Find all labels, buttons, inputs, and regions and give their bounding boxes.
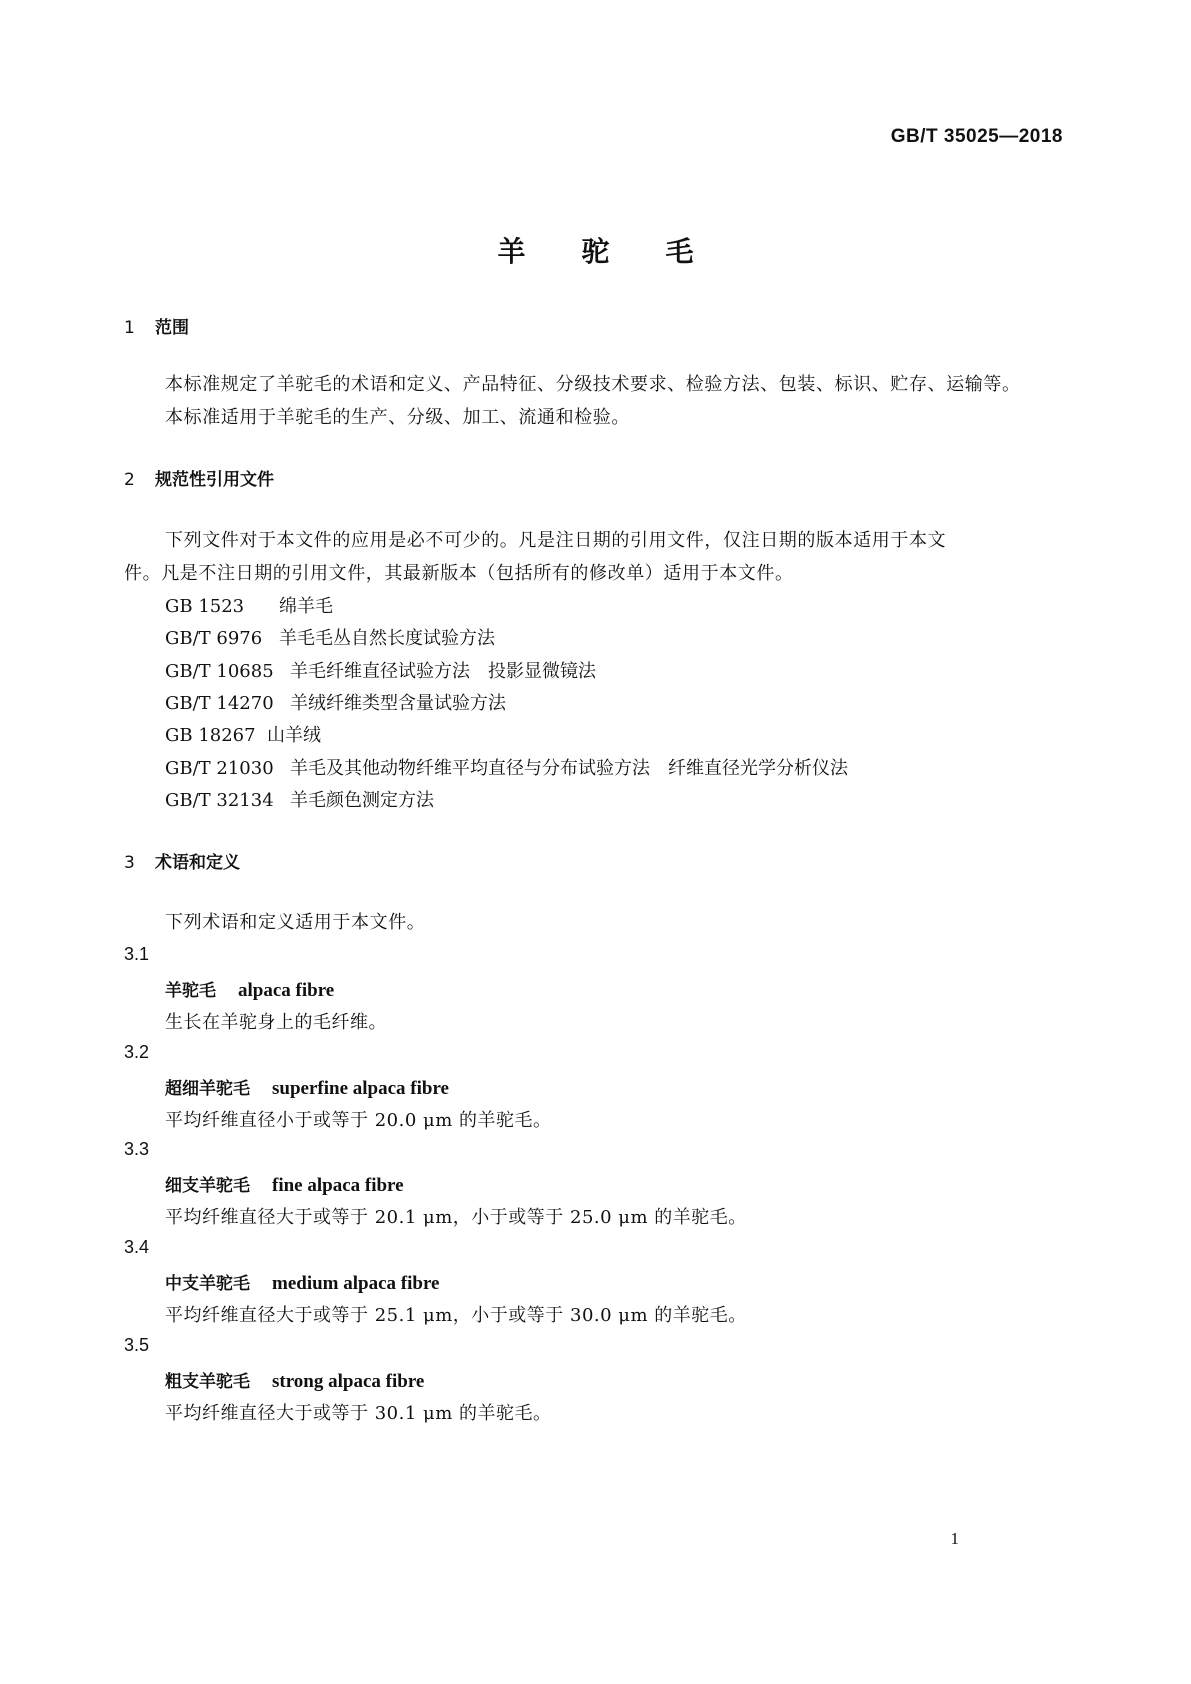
section-heading-terms	[124, 848, 240, 873]
term-en: superfine alpaca fibre	[272, 1078, 449, 1099]
document-title: 羊驼毛	[497, 235, 750, 268]
term-en: medium alpaca fibre	[272, 1273, 440, 1294]
section-title: 规范性引用文件	[155, 470, 274, 490]
reference-item	[165, 689, 506, 715]
reference-title: 羊毛及其他动物纤维平均直径与分布试验方法 纤维直径光学分析仪法	[290, 758, 848, 779]
reference-code: GB/T 6976	[165, 628, 263, 649]
term-definition: 平均纤维直径大于或等于 25.1 μm，小于或等于 30.0 μm 的羊驼毛。	[165, 1305, 747, 1326]
section-number: 3	[124, 853, 135, 873]
term-entry	[165, 1074, 449, 1100]
reference-title: 羊毛颜色测定方法	[290, 790, 434, 811]
section-heading-scope	[124, 313, 189, 338]
reference-code: GB/T 32134	[165, 790, 274, 811]
reference-item	[165, 624, 495, 650]
term-zh: 中支羊驼毛	[165, 1274, 250, 1294]
section-title: 术语和定义	[155, 853, 240, 873]
clause-number: 3.3	[124, 1139, 150, 1159]
reference-title: 羊毛毛丛自然长度试验方法	[279, 628, 495, 649]
term-definition: 平均纤维直径大于或等于 20.1 μm，小于或等于 25.0 μm 的羊驼毛。	[165, 1207, 747, 1228]
reference-code: GB/T 21030	[165, 758, 274, 779]
paragraph: 件。凡是不注日期的引用文件，其最新版本（包括所有的修改单）适用于本文件。	[124, 563, 794, 584]
reference-code: GB/T 10685	[165, 661, 274, 682]
term-en: fine alpaca fibre	[272, 1175, 404, 1196]
reference-item	[165, 721, 321, 747]
reference-item	[165, 754, 848, 780]
term-entry	[165, 1171, 404, 1197]
term-en: alpaca fibre	[238, 980, 335, 1001]
paragraph: 下列文件对于本文件的应用是必不可少的。凡是注日期的引用文件，仅注日期的版本适用于本文	[165, 530, 947, 551]
clause-number: 3.5	[124, 1335, 150, 1355]
page-number: 1	[950, 1529, 959, 1548]
section-title: 范围	[155, 318, 189, 338]
reference-item	[165, 592, 333, 618]
term-entry	[165, 976, 334, 1002]
reference-title: 绵羊毛	[279, 596, 333, 617]
reference-title: 羊绒纤维类型含量试验方法	[290, 693, 506, 714]
paragraph: 下列术语和定义适用于本文件。	[165, 912, 426, 933]
reference-item	[165, 657, 596, 683]
term-zh: 超细羊驼毛	[165, 1079, 250, 1099]
term-zh: 羊驼毛	[165, 981, 216, 1001]
standard-number: GB/T 35025—2018	[890, 126, 1063, 147]
reference-code: GB 18267	[165, 725, 256, 746]
reference-code: GB 1523	[165, 596, 245, 617]
term-definition: 生长在羊驼身上的毛纤维。	[165, 1012, 387, 1033]
term-entry	[165, 1367, 424, 1393]
term-zh: 粗支羊驼毛	[165, 1372, 250, 1392]
section-number: 1	[124, 318, 135, 338]
section-heading-normative-refs	[124, 465, 274, 490]
clause-number: 3.2	[124, 1042, 150, 1062]
term-entry	[165, 1269, 439, 1295]
term-zh: 细支羊驼毛	[165, 1176, 250, 1196]
section-number: 2	[124, 470, 135, 490]
reference-code: GB/T 14270	[165, 693, 274, 714]
reference-title: 山羊绒	[267, 725, 321, 746]
term-en: strong alpaca fibre	[272, 1371, 425, 1392]
reference-title: 羊毛纤维直径试验方法 投影显微镜法	[290, 661, 596, 682]
clause-number: 3.1	[124, 944, 150, 964]
term-definition: 平均纤维直径大于或等于 30.1 μm 的羊驼毛。	[165, 1403, 552, 1424]
reference-item	[165, 786, 434, 812]
term-definition: 平均纤维直径小于或等于 20.0 μm 的羊驼毛。	[165, 1110, 552, 1131]
clause-number: 3.4	[124, 1237, 150, 1257]
paragraph: 本标准适用于羊驼毛的生产、分级、加工、流通和检验。	[165, 407, 630, 428]
paragraph: 本标准规定了羊驼毛的术语和定义、产品特征、分级技术要求、检验方法、包装、标识、贮存、运输等。	[165, 374, 1021, 395]
